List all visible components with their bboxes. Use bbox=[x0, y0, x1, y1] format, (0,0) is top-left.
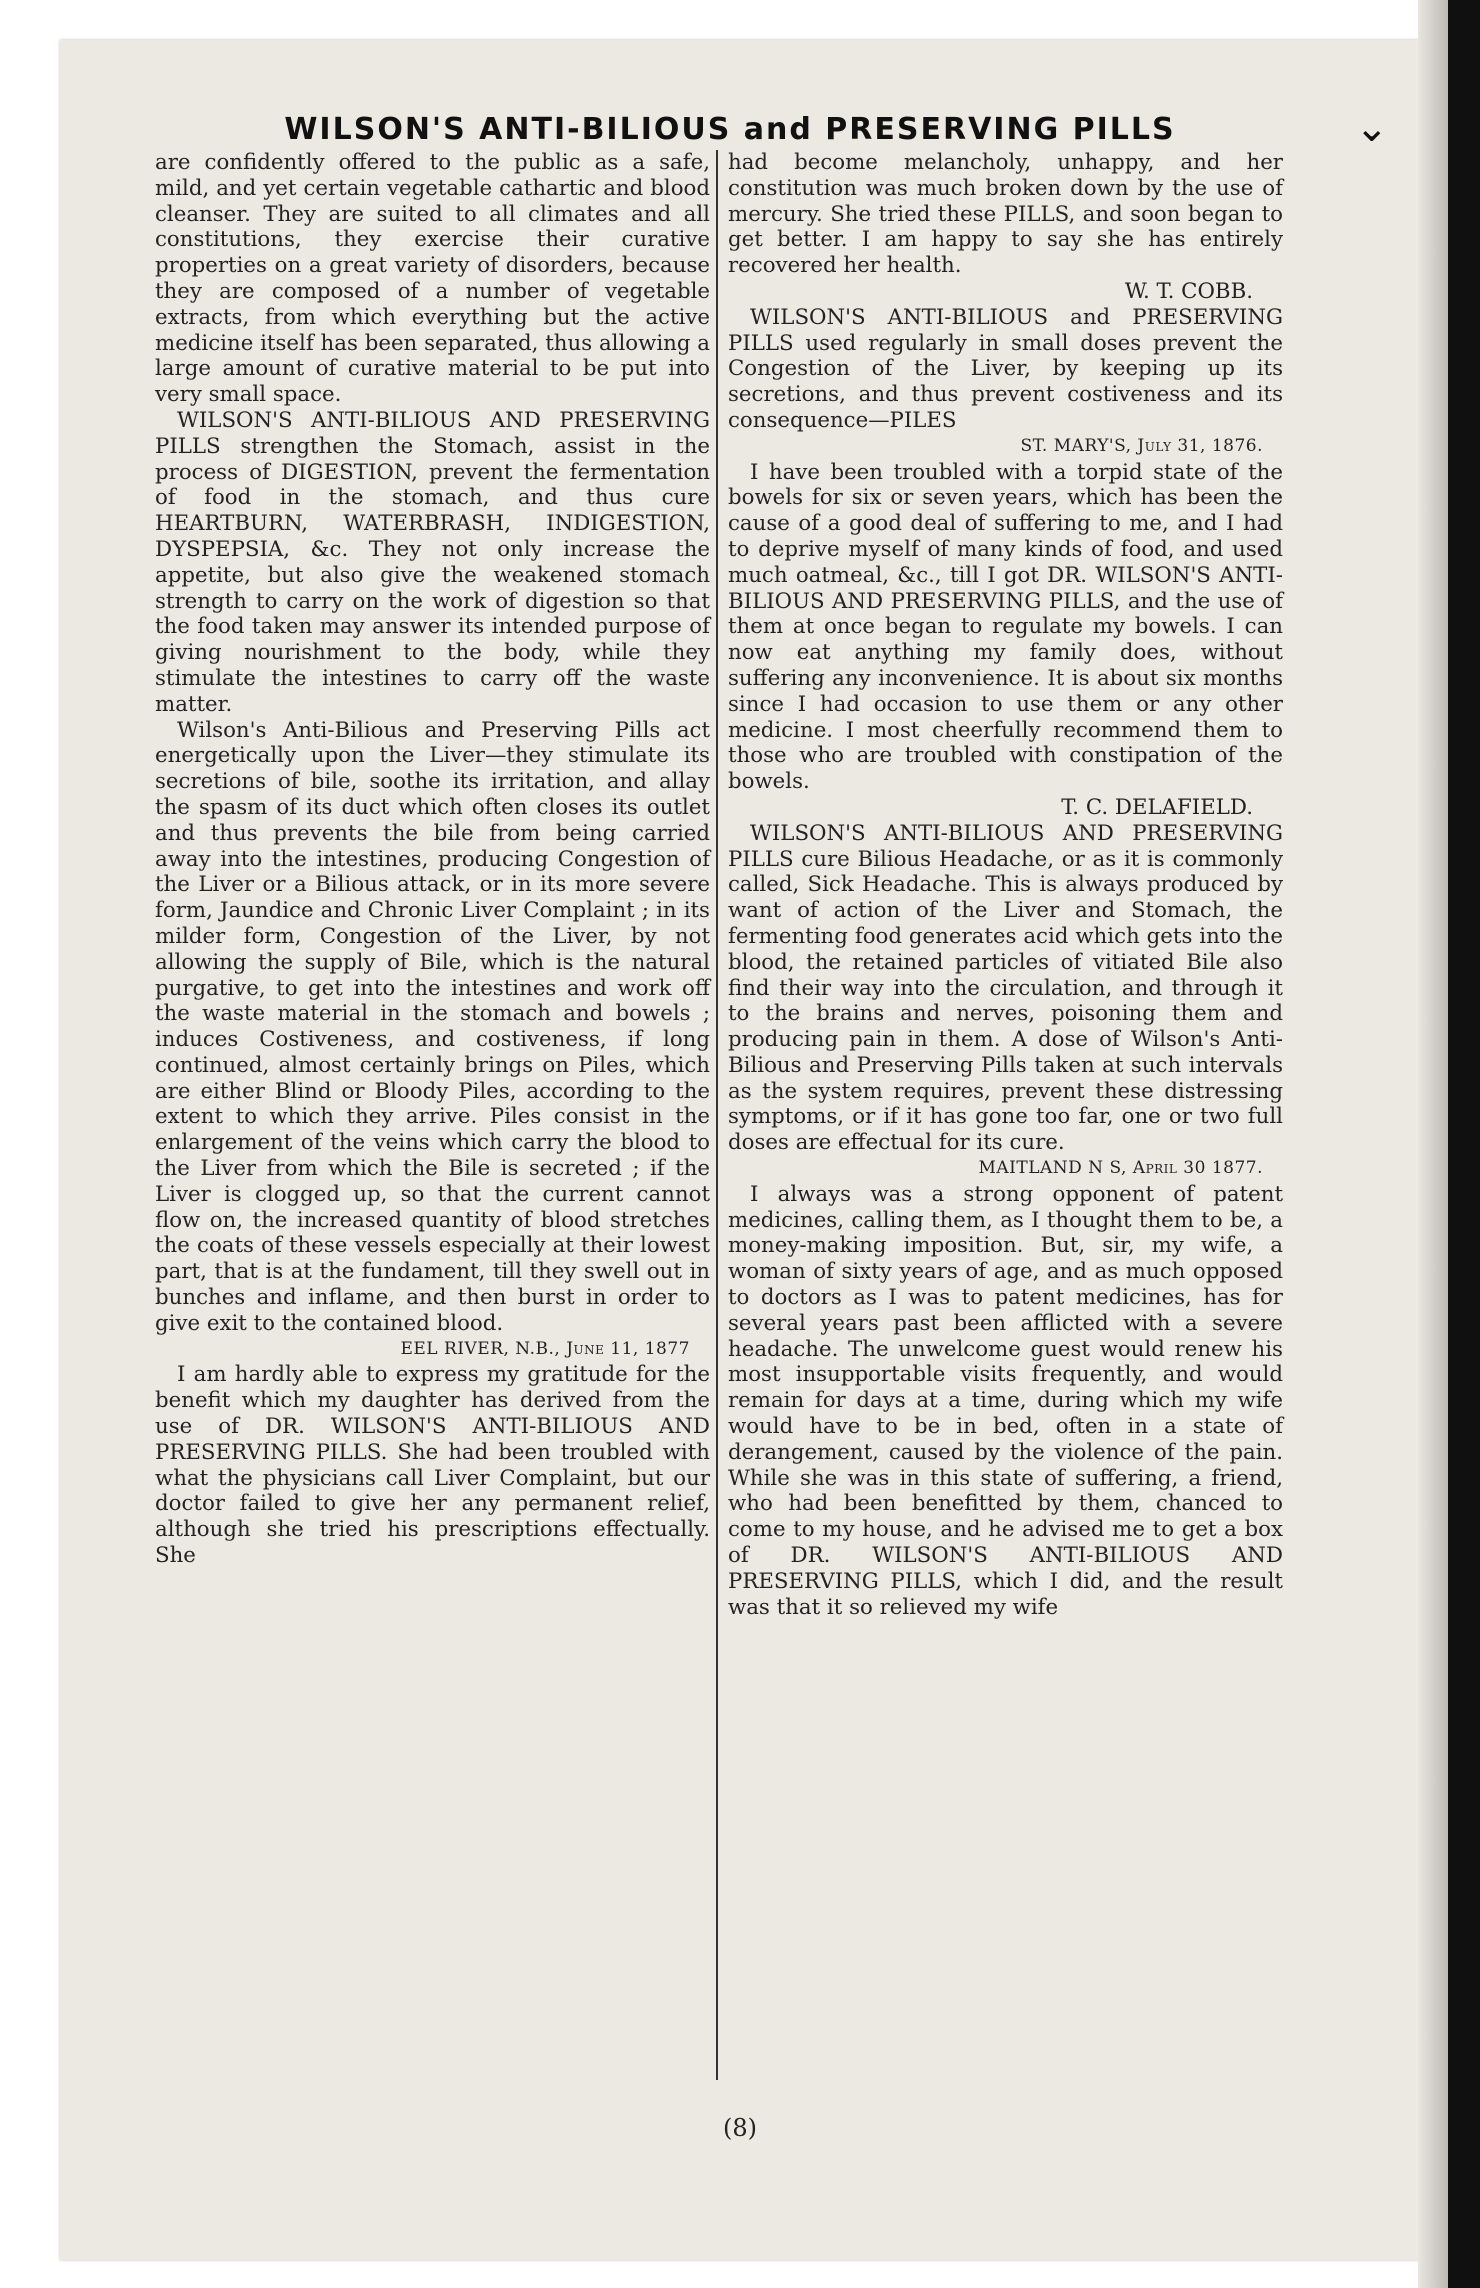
signature-delafield: T. C. DELAFIELD. bbox=[1061, 794, 1253, 820]
right-column bbox=[728, 150, 1283, 1620]
left-paragraph-1: are confidently offered to the public as a safe, mild, and yet certain vegetable cathartic and blood cleanser. They are suited to all climates and all constitutions, they exercise their curative properties on a great variety of disorders, because they are composed of a number of vegetable extracts, from which everything but the active medicine itself has been separated, thus allowing a large amount of curative material to be put into very small space. bbox=[155, 150, 710, 408]
right-paragraph-1: had become melancholy, unhappy, and her constitution was much broken down by the use of mercury. She tried these PILLS, and soon began to get better. I am happy to say she has entirely recovered her health. bbox=[728, 150, 1283, 279]
right-paragraph-2: WILSON'S ANTI-BILIOUS and PRESERVING PILLS used regularly in small doses prevent the Congestion of the Liver, by keeping up its secretions, and thus prevent costiveness and its consequence—PILES bbox=[728, 304, 1283, 433]
margin-mark: ⌄ bbox=[1355, 105, 1389, 151]
right-dateline-1: ST. MARY'S, July 31, 1876. bbox=[1020, 435, 1263, 456]
left-paragraph-2: WILSON'S ANTI-BILIOUS AND PRESERVING PILLS strengthen the Stomach, assist in the process of DIGESTION, prevent the fermentation of food in the stomach, and thus cure HEARTBURN, WATERBRASH, INDIGESTION, DYSPEPSIA, &c. They not only increase the appetite, but also give the weakened stomach strength to carry on the work of digestion so that the food taken may answer its intended purpose of giving nourishment to the body, while they stimulate the intestines to carry off the waste matter. bbox=[155, 407, 710, 717]
next-page-edge bbox=[1418, 0, 1448, 2288]
left-paragraph-3: Wilson's Anti-Bilious and Preserving Pills act energetically upon the Liver—they stimulate its secretions of bile, soothe its irritation, and allay the spasm of its duct which often closes its outlet and thus prevents the bile from being carried away into the intestines, producing Congestion of the Liver or a Bilious attack, or in its more severe form, Jaundice and Chronic Liver Complaint ; in its milder form, Congestion of the Liver, by not allowing the supply of Bile, which is the natural purgative, to get into the intestines and work off the waste material in the stomach and bowels ; induces Costiveness, and costiveness, if long continued, almost certainly brings on Piles, which are either Blind or Bloody Piles, according to the extent to which they arrive. Piles consist in the enlargement of the veins which carry the blood to the Liver from which the Bile is secreted ; if the Liver is clogged up, so that the current cannot flow on, the increased quantity of blood stretches the coats of these vessels especially at their lowest part, that is at the fundament, till they swell out in bunches and inflame, and then burst in order to give exit to the contained blood. bbox=[155, 717, 710, 1336]
left-letter: I am hardly able to express my gratitude for the benefit which my daughter has derived from the use of DR. WILSON'S ANTI-BILIOUS AND PRESERVING PILLS. She had been troubled with what the physicians call Liver Complaint, but our doctor failed to give her any permanent relief, although she tried his prescriptions effectually. She bbox=[155, 1362, 710, 1569]
right-dateline-2: MAITLAND N S, April 30 1877. bbox=[978, 1158, 1263, 1179]
signature-cobb: W. T. COBB. bbox=[1124, 278, 1253, 304]
right-letter-3: I always was a strong opponent of patent medicines, calling them, as I thought them to be, a money-making imposition. But, sir, my wife, a woman of sixty years of age, and as much opposed to doctors as I was to patent medicines, has for several years past been afflicted with a severe headache. The unwelcome guest would renew his most insupportable visits frequently, and would remain for days at a time, during which my wife would have to be in bed, often in a state of derangement, caused by the violence of the pain. While she was in this state of suffering, a friend, who had been benefitted by them, chanced to come to my house, and he advised me to get a box of DR. WILSON'S ANTI-BILIOUS AND PRESERVING PILLS, which I did, and the result was that it so relieved my wife bbox=[728, 1181, 1283, 1620]
right-paragraph-3: WILSON'S ANTI-BILIOUS AND PRESERVING PILLS cure Bilious Headache, or as it is commonly called, Sick Headache. This is always produced by want of action of the Liver and Stomach, the fermenting food generates acid which gets into the blood, the retained particles of vitiated Bile also find their way into the circulation, and through it to the brains and nerves, poisoning them and producing pain in them. A dose of Wilson's Anti-Bilious and Preserving Pills taken at such intervals as the system requires, prevent these distressing symptoms, or if it has gone too far, one or two full doses are effectual for its cure. bbox=[728, 820, 1283, 1156]
left-dateline: EEL RIVER, N.B., June 11, 1877 bbox=[400, 1338, 690, 1359]
page-number: (8) bbox=[723, 2114, 757, 2142]
page-header: WILSON'S ANTI-BILIOUS and PRESERVING PILLS bbox=[284, 112, 1176, 147]
column-divider bbox=[716, 150, 718, 2080]
scan-border bbox=[1448, 0, 1480, 2288]
left-column bbox=[155, 150, 710, 1569]
right-letter-2: I have been troubled with a torpid state of the bowels for six or seven years, which has been the cause of a good deal of suffering to me, and I had to deprive myself of many kinds of food, and used much oatmeal, &c., till I got DR. WILSON'S ANTI-BILIOUS AND PRESERVING PILLS, and the use of them at once began to regulate my bowels. I can now eat anything my family does, without suffering any inconvenience. It is about six months since I had occasion to use them or any other medicine. I most cheerfully recommend them to those who are troubled with constipation of the bowels. bbox=[728, 459, 1283, 795]
